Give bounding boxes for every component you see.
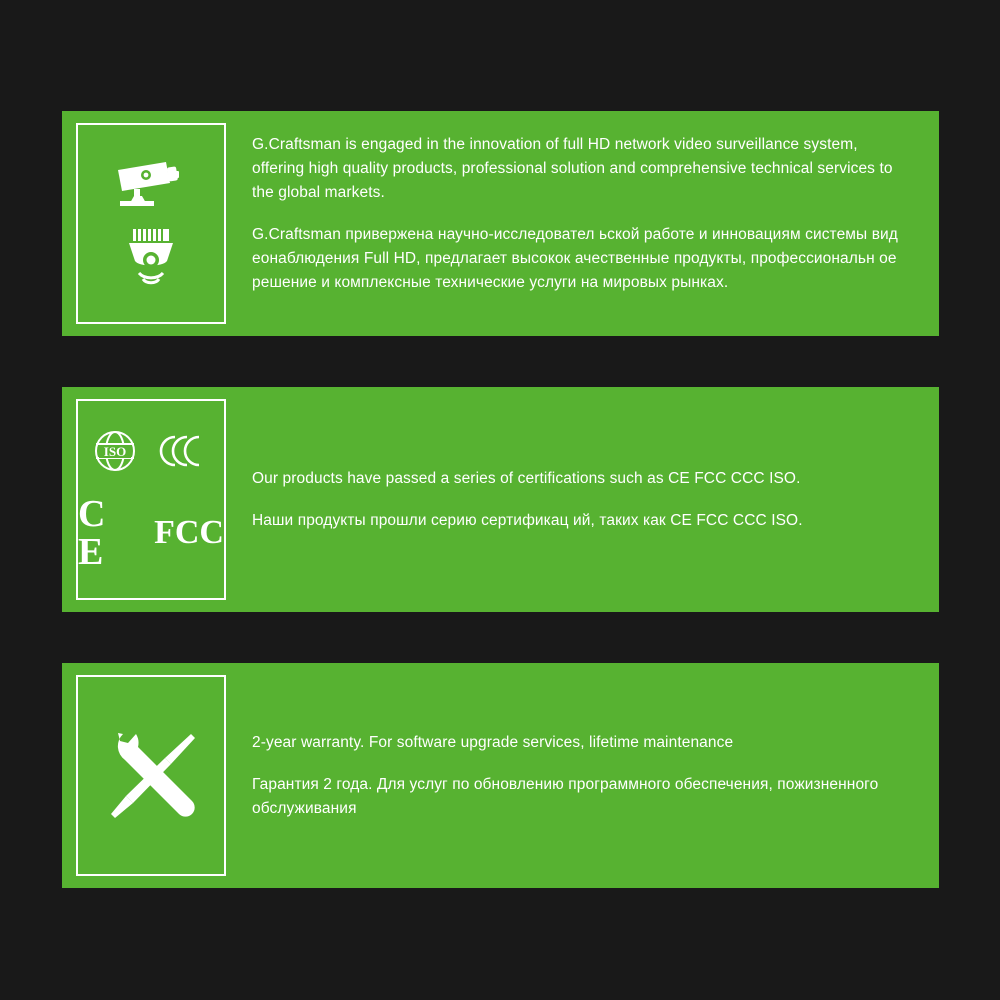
paragraph-en: G.Craftsman is engaged in the innovation of full HD network video surveillance system, offering high quality products, professional solution and comprehensive technical services to the global markets. [252, 136, 893, 201]
certification-icon-grid [78, 429, 224, 571]
ccc-icon [155, 431, 209, 471]
paragraph-ru: Гарантия 2 года. Для услуг по обновлению программного обеспечения, пожизненного обслуживания [252, 775, 879, 817]
paragraph-ru: Наши продукты прошли серию сертификац ий, таких как CE FCC CCC ISO. [252, 511, 803, 529]
paragraph-en: 2-year warranty. For software upgrade services, lifetime maintenance [252, 733, 734, 751]
panel-innovation [62, 111, 939, 336]
certification-row-top [93, 429, 209, 473]
icon-box-certifications [76, 399, 226, 600]
paragraph-ru: G.Craftsman привержена научно-исследовател ьской работе и инновациям системы вид еонаблюдения Full HD, предлагает высокок ачественные продукты, профессиональн ое решение и комплексные технические услуги на мировых рынках. [252, 226, 898, 291]
bullet-camera-icon [112, 159, 190, 209]
iso-icon [93, 429, 137, 473]
text-column-certifications [226, 387, 939, 612]
text-column-innovation [226, 111, 939, 336]
icon-box-cameras [76, 123, 226, 324]
icon-box-tools [76, 675, 226, 876]
fcc-icon: FCC [154, 513, 224, 551]
panel-certifications [62, 387, 939, 612]
paragraph-en: Our products have passed a series of certifications such as CE FCC CCC ISO. [252, 469, 801, 487]
ce-icon: C E [78, 492, 110, 573]
camera-icon-stack [112, 159, 190, 289]
dome-camera-icon [115, 227, 187, 289]
svg-text:ISO: ISO [103, 443, 127, 459]
text-column-warranty [226, 663, 939, 888]
certification-row-bottom [78, 492, 224, 573]
panel-warranty [62, 663, 939, 888]
wrench-screwdriver-icon [99, 724, 203, 828]
